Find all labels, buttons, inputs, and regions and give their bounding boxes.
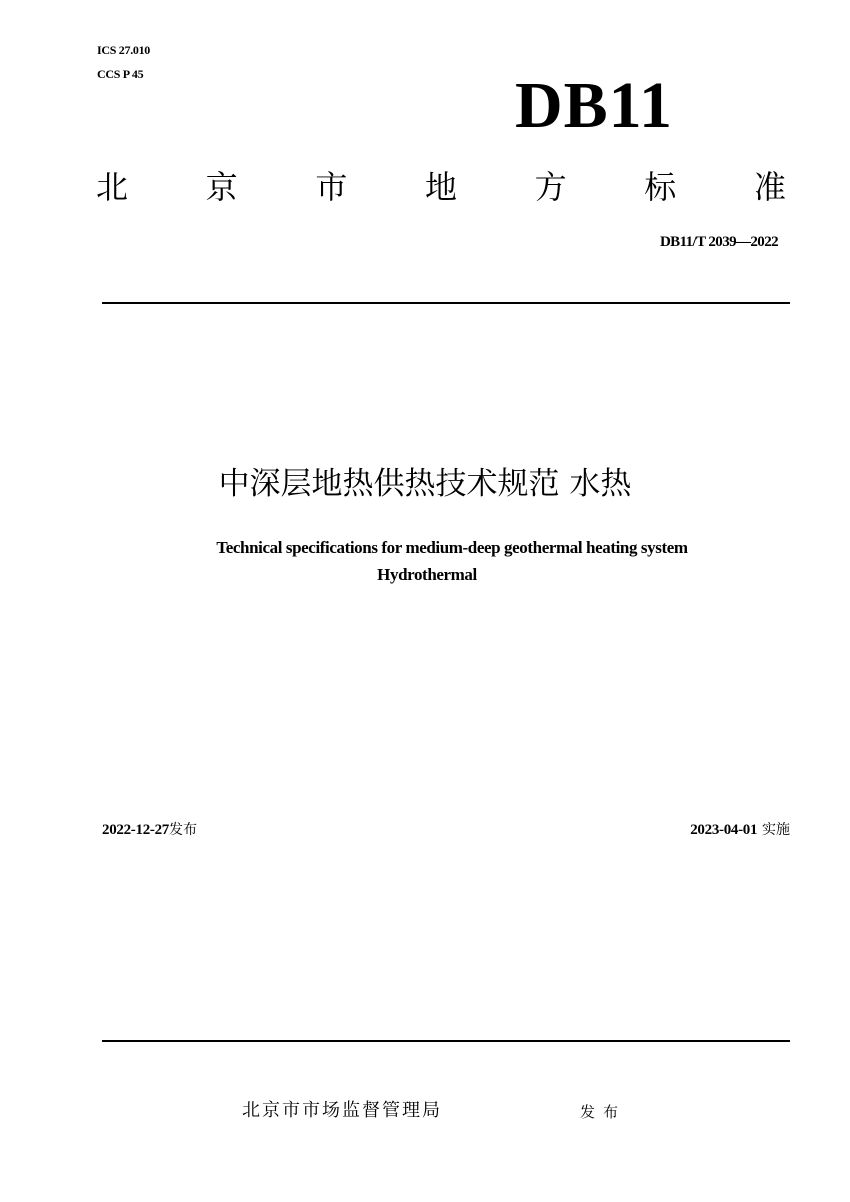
standard-number: DB11/T 2039—2022 <box>659 234 778 250</box>
issue-action: 发布 <box>580 1103 627 1121</box>
english-title-line1: Technical specifications for medium-deep geothermal heating system <box>216 538 688 557</box>
publish-label: 发布 <box>169 822 197 838</box>
publish-date-value: 2022-12-27 <box>102 822 169 838</box>
db-standard-mark: DB11 <box>515 69 674 142</box>
ics-code: ICS 27.010 <box>97 43 151 57</box>
standard-type-char: 市 <box>315 168 348 206</box>
implementation-label: 实施 <box>762 822 790 838</box>
ccs-code: CCS P 45 <box>97 67 144 81</box>
standard-type-char: 京 <box>205 168 238 206</box>
publish-date <box>102 819 197 840</box>
issuing-authority: 北京市市场监督管理局 <box>242 1100 442 1121</box>
standard-type-char: 准 <box>753 168 786 206</box>
standard-type-char: 地 <box>424 168 457 206</box>
standard-type-char: 北 <box>96 168 129 206</box>
english-title-line2: Hydrothermal <box>377 565 477 584</box>
implementation-date-value: 2023-04-01 <box>690 822 758 838</box>
standard-type-title <box>96 165 786 209</box>
standard-type-char: 标 <box>644 168 677 206</box>
implementation-date <box>690 819 790 840</box>
footer-divider <box>102 1040 790 1042</box>
chinese-title: 中深层地热供热技术规范 水热 <box>218 466 632 502</box>
standard-type-char: 方 <box>534 168 567 206</box>
header-divider <box>102 302 790 304</box>
